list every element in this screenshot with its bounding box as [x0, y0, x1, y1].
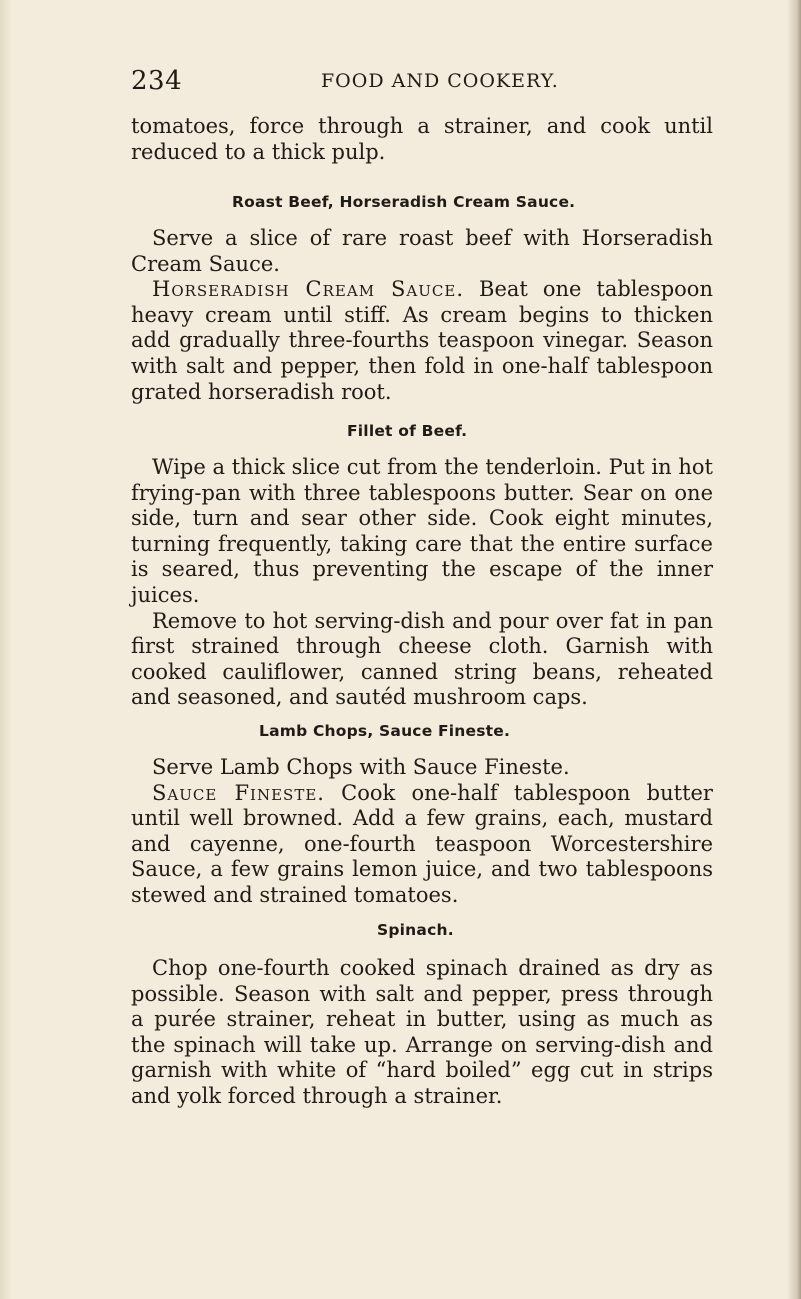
heading-roast-beef: Roast Beef, Horseradish Cream Sauce.	[232, 193, 576, 211]
fillet-paragraph-2: Remove to hot serving-dish and pour over fat in pan first strained through cheese cloth. Garnish with cooked cauliflower, canned string beans, reheated and seasoned, and sautéd mushroom caps.	[131, 608, 713, 710]
horseradish-sauce-text: Beat one tablespoon heavy cream until stiff. As cream begins to thicken add gradually three-fourths teaspoon vinegar. Season with salt and pepper, then fold in one-half tablespoon grated horseradish root.	[131, 277, 713, 404]
spinach-paragraph: Chop one-fourth cooked spinach drained as dry as possible. Season with salt and pepper, press through a purée strainer, reheat in butter, using as much as the spinach will take up. Arrange on serving-dish and garnish with white of “hard boiled” egg cut in strips and yolk forced through a strainer.	[131, 956, 713, 1108]
continuation-paragraph: tomatoes, force through a strainer, and cook until reduced to a thick pulp.	[131, 114, 713, 164]
fillet-of-beef-block	[131, 455, 713, 711]
heading-spinach: Spinach.	[377, 921, 454, 939]
roast-beef-intro: Serve a slice of rare roast beef with Horseradish Cream Sauce.	[131, 226, 713, 276]
heading-fillet-of-beef: Fillet of Beef.	[347, 422, 468, 440]
heading-lamb-chops: Lamb Chops, Sauce Fineste.	[259, 722, 511, 740]
page-edge-right	[787, 0, 801, 1299]
roast-beef-block	[131, 226, 713, 405]
page-number: 234	[131, 66, 183, 96]
sauce-fineste-text: Cook one-half tablespoon butter until well browned. Add a few grains, each, mustard and cayenne, one-fourth teaspoon Worcestershire Sauce, a few grains lemon juice, and two tablespoons stewed and strained tomatoes.	[131, 780, 713, 907]
horseradish-sauce-paragraph	[131, 277, 713, 405]
lamb-chops-block	[131, 755, 713, 909]
sauce-fineste-paragraph	[131, 781, 713, 909]
page-header	[131, 66, 675, 96]
lamb-chops-intro: Serve Lamb Chops with Sauce Fineste.	[152, 755, 570, 779]
continuation-block	[131, 114, 713, 165]
horseradish-sauce-name: Horseradish Cream Sauce.	[152, 277, 465, 302]
sauce-fineste-name: Sauce Fineste.	[152, 780, 325, 805]
fillet-paragraph-1: Wipe a thick slice cut from the tenderloin. Put in hot frying-pan with three tablespoons butter. Sear on one side, turn and sear other side. Cook eight minutes, turning frequently, taking care that the entire surface is seared, thus preventing the escape of the inner juices.	[131, 455, 713, 607]
running-title: FOOD AND COOKERY.	[321, 70, 559, 92]
spinach-block	[131, 956, 713, 1110]
page-edge-left	[0, 0, 12, 1299]
